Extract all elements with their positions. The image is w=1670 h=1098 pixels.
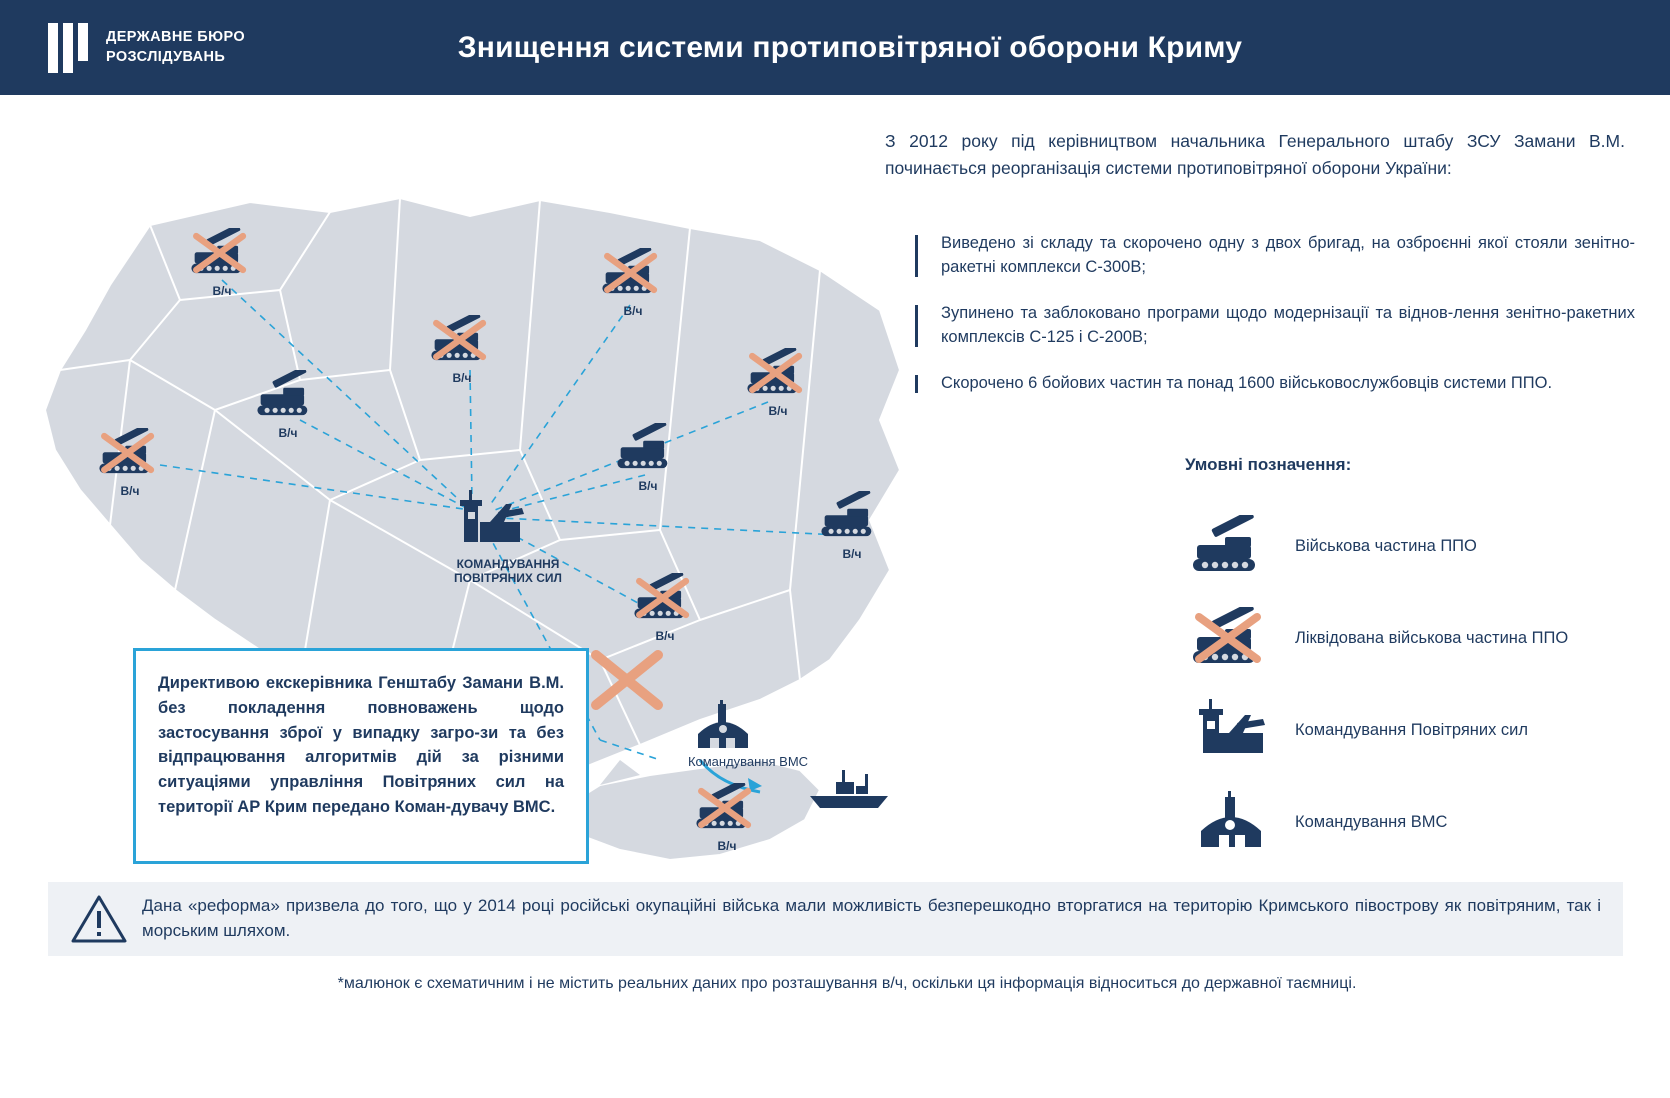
ship-icon [810, 770, 888, 808]
unit-caption: В/ч [623, 304, 643, 318]
legend-label-air-defense-unit: Військова частина ППО [1295, 536, 1477, 555]
logo-line-1: ДЕРЖАВНЕ БЮРО [106, 28, 246, 45]
unit-caption: В/ч [655, 629, 675, 643]
legend-label-navy-command: Командування ВМС [1295, 812, 1448, 831]
liquidated-air-defense-unit-icon [1185, 607, 1277, 669]
map-unit-liquidated-ne[interactable] [741, 348, 815, 418]
map-unit-liquidated-crimea[interactable] [690, 783, 764, 853]
dbr-logo-icon [44, 19, 92, 77]
navy-command-label: Командування ВМС [687, 754, 809, 769]
page-title: Знищення системи протиповітряної оборони Криму [457, 30, 1243, 64]
directive-box: Директивою екскерівника Генштабу Замани В.М. без покладення повноважень щодо застосування зброї у випадку загро-зи та без відпрацювання алгоритмів дій за різними ситуаціями управління Повітряних сил на території АР Крим передано Коман-дувачу ВМС. [133, 648, 589, 864]
unit-caption: В/ч [717, 839, 737, 853]
navy-command-icon [1185, 791, 1277, 853]
bullet-item-1: Виведено зі складу та скорочено одну з двох бригад, на озброєнні якої стояли зенітно-ракетні комплекси С-300В; [915, 232, 1635, 280]
legend [1185, 500, 1645, 868]
air-force-command-icon [1185, 699, 1277, 761]
air-force-command-label-line1: КОМАНДУВАННЯ [456, 557, 560, 571]
warning-triangle-icon [70, 893, 128, 945]
legend-row-navy-command [1185, 776, 1645, 868]
warning-note [48, 882, 1623, 956]
unit-caption: В/ч [768, 404, 788, 418]
unit-caption: В/ч [842, 547, 862, 561]
bullet-list [915, 232, 1635, 418]
map-unit-liquidated-south[interactable] [628, 573, 702, 643]
logo-text [106, 28, 245, 67]
legend-row-liquidated-unit [1185, 592, 1645, 684]
map-unit-liquidated-sw[interactable] [93, 428, 167, 498]
legend-label-liquidated-unit: Ліквідована військова частина ППО [1295, 628, 1569, 647]
map-unit-active-east[interactable] [815, 491, 889, 561]
bullet-item-3: Скорочено 6 бойових частин та понад 1600 військовослужбовців системи ППО. [915, 372, 1635, 396]
page-header [0, 0, 1670, 95]
air-force-command-label-line2: ПОВІТРЯНИХ СИЛ [454, 571, 562, 585]
intro-paragraph: З 2012 року під керівництвом начальника Генерального штабу ЗСУ Замани В.М. починається реорганізація системи протиповітряної оборони України: [885, 131, 1625, 179]
unit-caption: В/ч [120, 484, 140, 498]
air-force-command-label [418, 557, 598, 585]
legend-row-air-force-command [1185, 684, 1645, 776]
legend-label-air-force-command: Командування Повітряних сил [1295, 720, 1529, 739]
air-defense-unit-icon [1185, 515, 1277, 577]
warning-note-text: Дана «реформа» призвела до того, що у 2014 році російські окупаційні війська мали можливість безперешкодно вторгатися на територію Кримського півострову як повітряним, так і морським шляхом. [142, 896, 1601, 940]
unit-caption: В/ч [638, 479, 658, 493]
map-unit-liquidated-center[interactable] [425, 315, 499, 385]
legend-row-air-defense-unit [1185, 500, 1645, 592]
logo-line-2: РОЗСЛІДУВАНЬ [106, 48, 226, 65]
footnote: *малюнок є схематичним і не містить реальних даних про розташування в/ч, оскільки ця інформація відноситься до державної таємниці. [337, 975, 1357, 992]
unit-caption: В/ч [212, 284, 232, 298]
logo-block [0, 19, 330, 77]
bullet-item-2: Зупинено та заблоковано програми щодо модернізації та віднов-лення зенітно-ракетних комплексів С-125 і С-200В; [915, 302, 1635, 350]
unit-caption: В/ч [278, 426, 298, 440]
map-unit-active-center[interactable] [611, 423, 685, 493]
map-unit-liquidated-nw[interactable] [185, 228, 259, 298]
legend-title: Умовні позначення: [1185, 455, 1352, 474]
map-unit-liquidated-n[interactable] [596, 248, 670, 318]
map-unit-active-west[interactable] [251, 370, 325, 440]
unit-caption: В/ч [452, 371, 472, 385]
